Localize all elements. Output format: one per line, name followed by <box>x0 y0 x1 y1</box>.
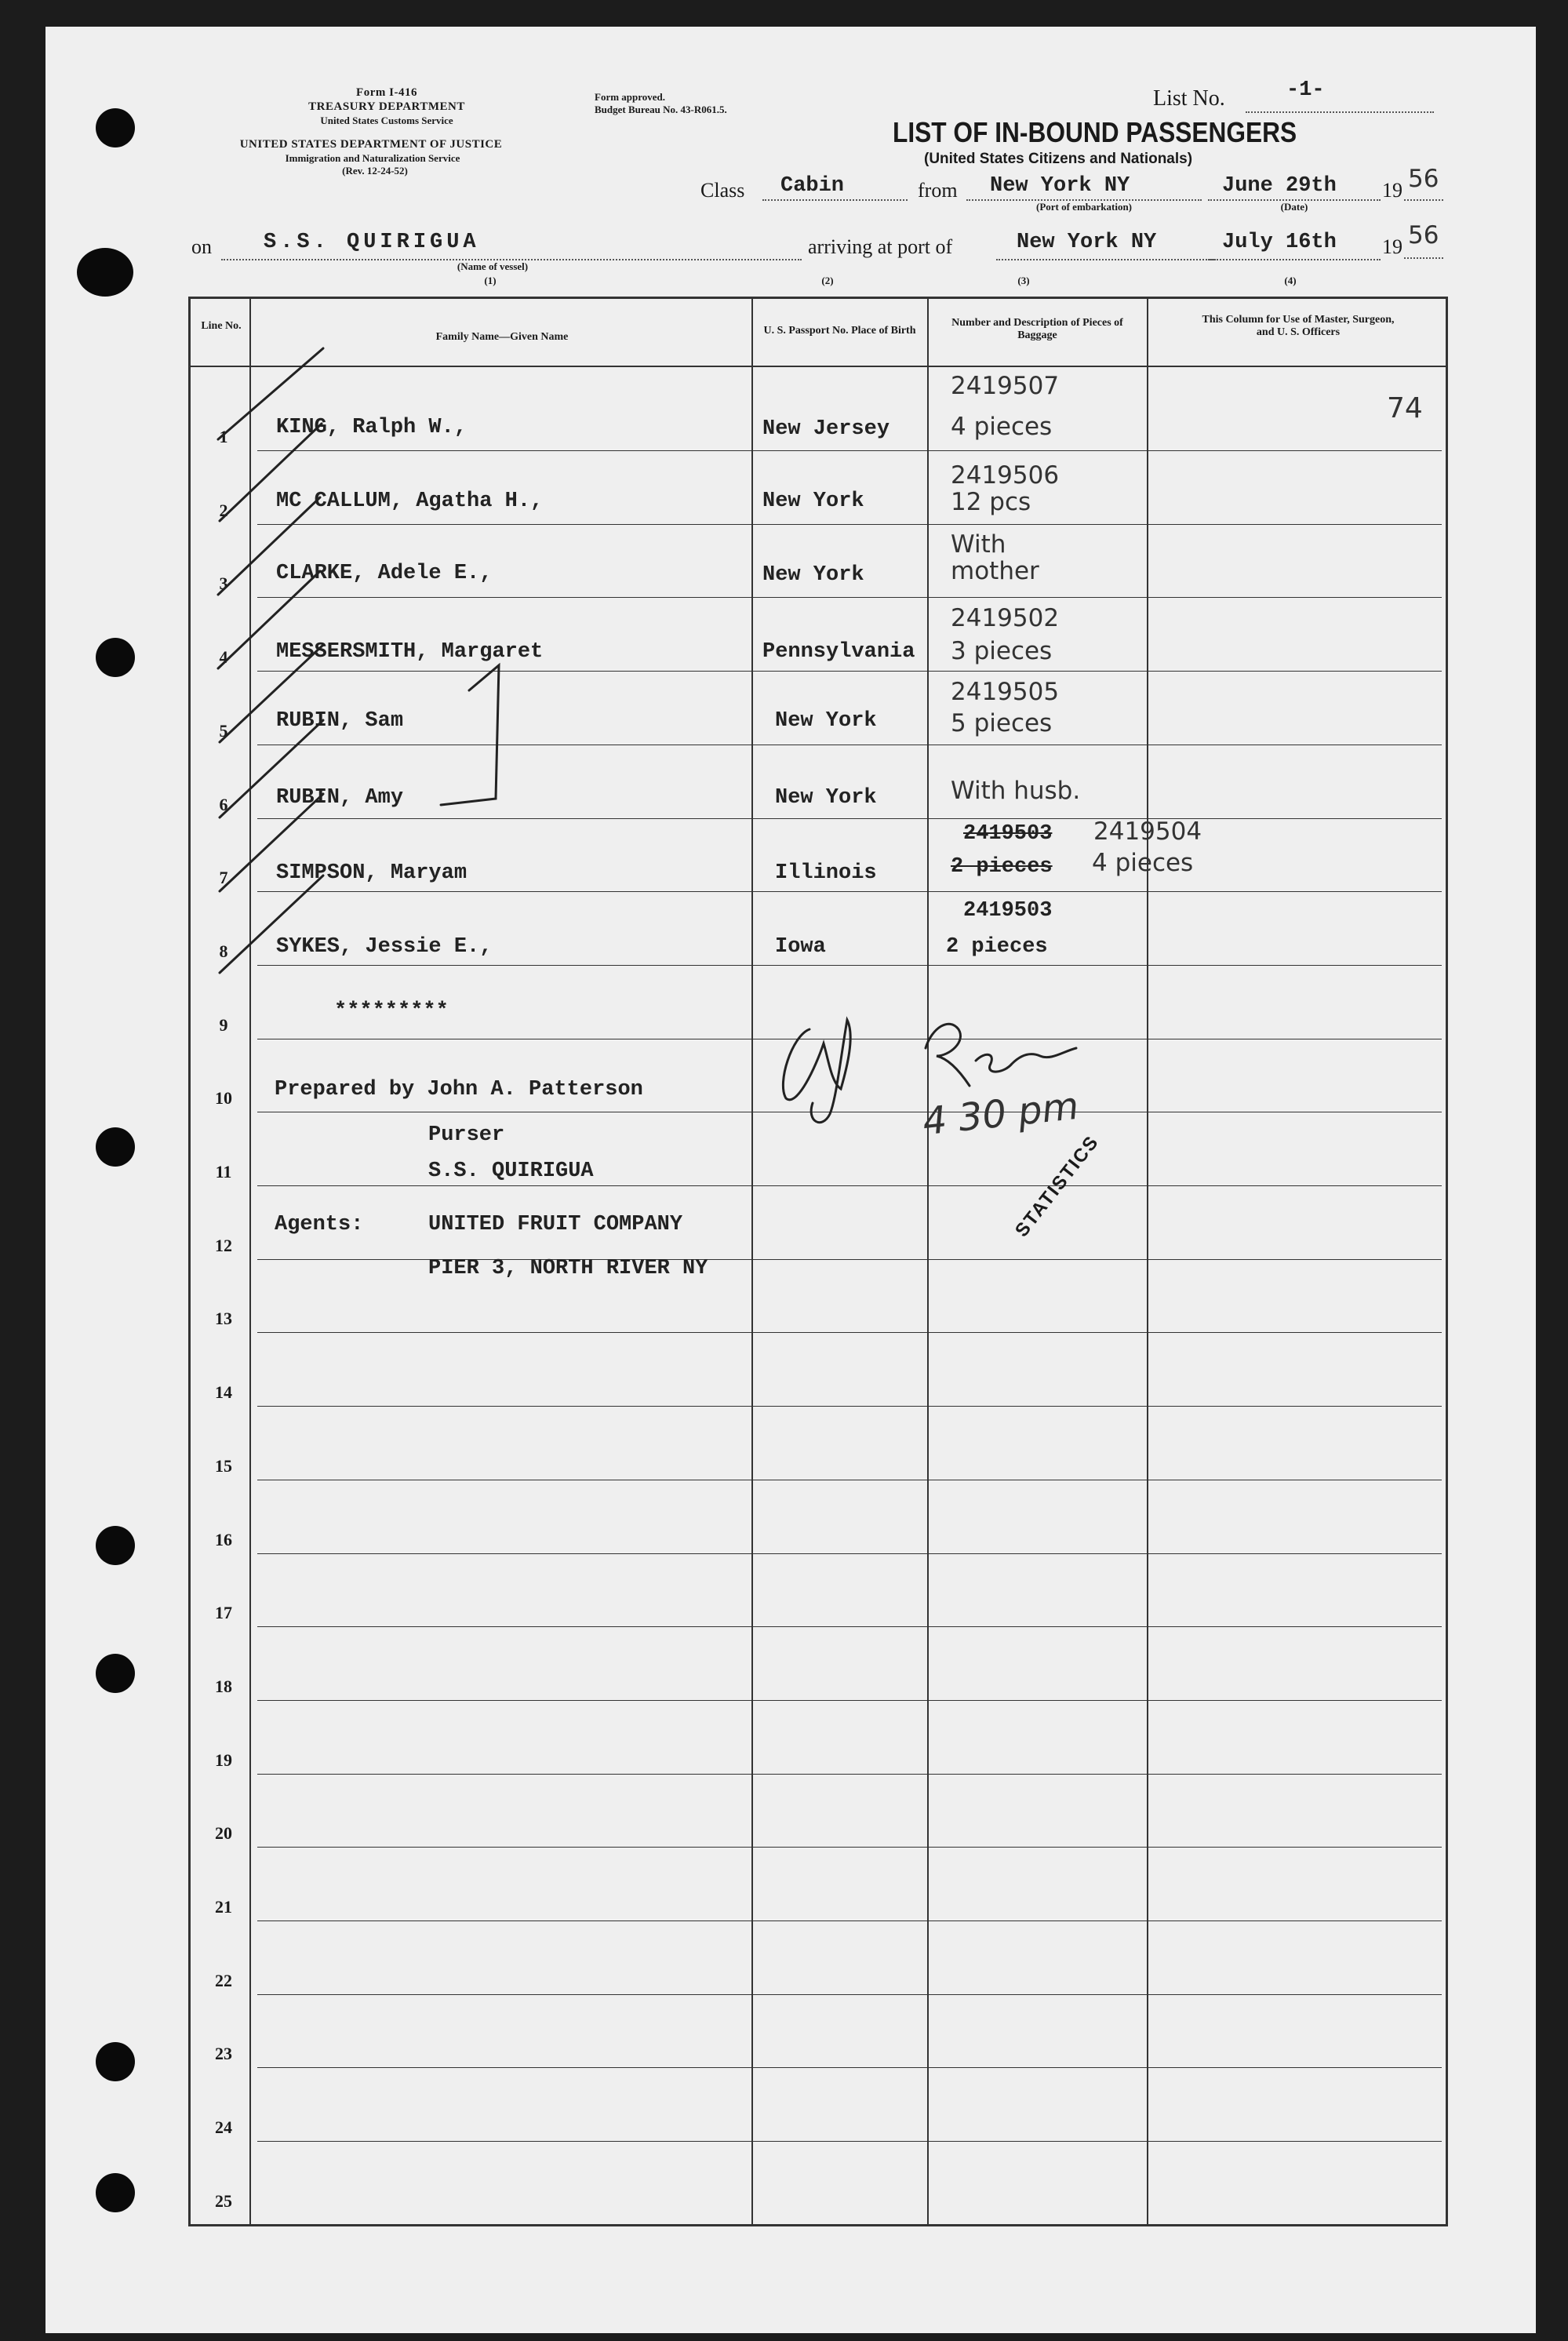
baggage-ticket: 2419507 <box>951 372 1060 400</box>
year1: 56 <box>1408 165 1439 193</box>
purser-vessel: S.S. QUIRIGUA <box>428 1160 594 1183</box>
baggage-ticket: 2419503 <box>963 899 1053 923</box>
line-number: 2 <box>219 501 228 520</box>
baggage-pieces: 5 pieces <box>951 709 1053 737</box>
line-number: 9 <box>219 1015 228 1035</box>
line-number: 22 <box>215 1971 232 1990</box>
line-number: 25 <box>215 2191 232 2211</box>
arriving-label: arriving at port of <box>808 235 953 258</box>
passenger-name: SYKES, Jessie E., <box>276 935 493 959</box>
vessel-name: S.S. QUIRIGUA <box>264 231 480 254</box>
line-number: 15 <box>215 1456 232 1476</box>
baggage-ticket: With husb. <box>951 777 1081 805</box>
list-no: -1- <box>1286 78 1325 102</box>
vessel-col-num: (1) <box>484 275 497 286</box>
year-prefix: 19 <box>1382 179 1402 202</box>
birth-place: New York <box>762 563 864 587</box>
statistics-stamp: STATISTICS <box>1010 1131 1104 1242</box>
baggage-pieces-corrected: 4 pieces <box>1092 849 1194 877</box>
col-header-passport: U. S. Passport No. Place of Birth <box>763 325 916 337</box>
birth-place: Pennsylvania <box>762 640 915 664</box>
on-label: on <box>191 235 212 258</box>
baggage-ticket: With <box>951 530 1006 559</box>
date-caption: (Date) <box>1280 201 1308 213</box>
col-header-baggage: Number and Description of Pieces of Baggage <box>951 317 1123 341</box>
line-number: 11 <box>215 1162 232 1181</box>
baggage-ticket: 2419502 <box>951 604 1060 632</box>
treasury-dept: TREASURY DEPARTMENT <box>308 100 465 113</box>
from-value: New York NY <box>990 174 1130 198</box>
arrival-date: July 16th <box>1222 231 1337 254</box>
col-header-officers: This Column for Use of Master, Surgeon, and U. S. Officers <box>1202 314 1395 338</box>
line-number: 6 <box>219 795 228 814</box>
line-number: 19 <box>215 1750 232 1770</box>
baggage-pieces: 2 pieces <box>946 935 1048 959</box>
passenger-name: MC CALLUM, Agatha H., <box>276 490 544 513</box>
list-no-label: List No. <box>1153 86 1225 111</box>
birth-place: New Jersey <box>762 417 890 441</box>
purser-title: Purser <box>428 1123 505 1147</box>
baggage-ticket-struck: 2419503 <box>963 822 1053 846</box>
arriving-col-num: (2) <box>821 275 834 286</box>
line-number: 16 <box>215 1530 232 1549</box>
class-label: Class <box>700 179 745 202</box>
budget-bureau: Budget Bureau No. 43-R061.5. <box>595 104 727 115</box>
line-number: 14 <box>215 1382 232 1402</box>
officer-note: 74 <box>1387 392 1423 424</box>
passenger-name: RUBIN, Amy <box>276 786 404 810</box>
passenger-name: RUBIN, Sam <box>276 709 404 733</box>
agents-label: Agents: <box>275 1213 364 1236</box>
revision: (Rev. 12-24-52) <box>342 165 408 177</box>
line-number: 21 <box>215 1897 232 1917</box>
agent-company: UNITED FRUIT COMPANY <box>428 1213 683 1236</box>
baggage-pieces: 12 pcs <box>951 488 1031 516</box>
justice-dept: UNITED STATES DEPARTMENT OF JUSTICE <box>239 138 503 151</box>
from-label: from <box>918 179 958 202</box>
agent-pier: PIER 3, NORTH RIVER NY <box>428 1257 708 1280</box>
line-number: 20 <box>215 1823 232 1843</box>
passenger-name: MESSERSMITH, Margaret <box>276 640 544 664</box>
form-approved: Form approved. <box>595 91 666 103</box>
birth-place: New York <box>775 709 877 733</box>
form-number: Form I-416 <box>356 86 417 99</box>
line-number: 8 <box>219 941 228 961</box>
document-subtitle: (United States Citizens and Nationals) <box>924 151 1193 167</box>
line-number: 18 <box>215 1677 232 1696</box>
prepared-by: Prepared by John A. Patterson <box>275 1078 643 1101</box>
line-number: 3 <box>219 573 228 593</box>
year2: 56 <box>1408 221 1439 249</box>
baggage-pieces-struck: 2 pieces <box>951 855 1053 879</box>
vessel-caption: (Name of vessel) <box>457 260 529 272</box>
col-header-line-no: Line No. <box>201 320 242 332</box>
birth-place: New York <box>762 490 864 513</box>
line-number: 7 <box>219 868 228 887</box>
baggage-pieces: 3 pieces <box>951 637 1053 665</box>
baggage-pieces: mother <box>951 557 1039 585</box>
year-prefix-2: 19 <box>1382 235 1402 258</box>
departure-date: June 29th <box>1222 174 1337 198</box>
passenger-name: SIMPSON, Maryam <box>276 861 467 885</box>
handwritten-time: 4 30 pm <box>920 1083 1081 1145</box>
line-number: 23 <box>215 2044 232 2063</box>
baggage-ticket: 2419506 <box>951 461 1060 490</box>
birth-place: Iowa <box>775 935 826 959</box>
port-embarkation-caption: (Port of embarkation) <box>1035 201 1133 213</box>
end-of-list-stars: ********* <box>334 999 449 1023</box>
baggage-pieces: 4 pieces <box>951 413 1053 441</box>
line-number: 17 <box>215 1603 232 1622</box>
customs-service: United States Customs Service <box>320 115 453 126</box>
date-col-num: (4) <box>1284 275 1297 286</box>
birth-place: New York <box>775 786 877 810</box>
birth-place: Illinois <box>775 861 877 885</box>
baggage-ticket: 2419505 <box>951 678 1060 706</box>
line-number: 10 <box>215 1088 232 1108</box>
document-title: LIST OF IN-BOUND PASSENGERS <box>893 116 1297 148</box>
line-number: 4 <box>219 647 228 667</box>
line-number: 5 <box>219 721 228 741</box>
line-number: 12 <box>215 1236 232 1255</box>
passenger-name: KING, Ralph W., <box>276 416 467 439</box>
class-value: Cabin <box>780 174 845 198</box>
line-number: 13 <box>215 1309 232 1328</box>
line-number: 24 <box>215 2117 232 2137</box>
col-header-name: Family Name—Given Name <box>435 331 569 343</box>
baggage-ticket-corrected: 2419504 <box>1093 817 1202 846</box>
passenger-name: CLARKE, Adele E., <box>276 562 493 585</box>
line-number: 1 <box>219 427 228 446</box>
port-col-num: (3) <box>1017 275 1030 286</box>
arrival-port: New York NY <box>1017 231 1157 254</box>
ins-service: Immigration and Naturalization Service <box>285 152 460 164</box>
